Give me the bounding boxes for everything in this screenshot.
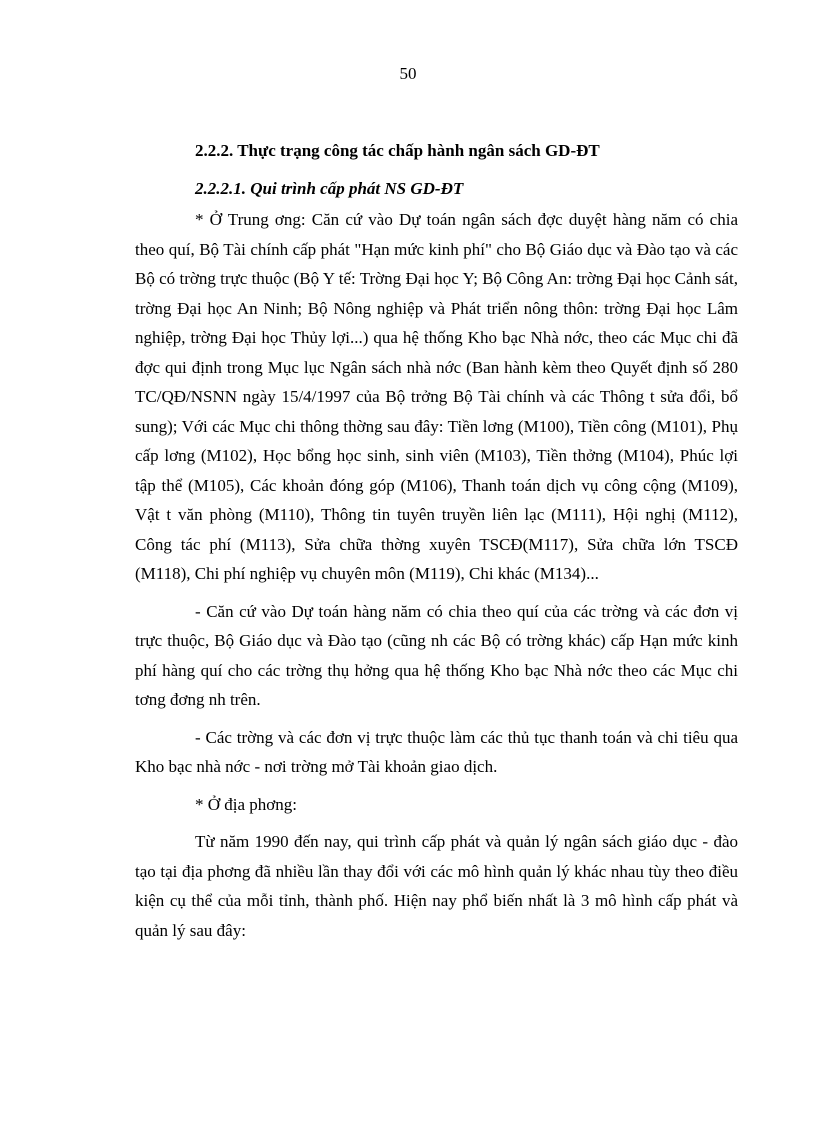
paragraph-local-level-heading: * Ở địa phơng: — [195, 794, 298, 814]
paragraph-ministry-allocation: - Căn cứ vào Dự toán hàng năm có chia theo quí của các trờng và các đơn vị trực thuộc, Bộ Giáo dục và Đào tạo (cũng nh các Bộ có trờng khác) cấp Hạn mức kinh phí hàng quí cho các trờng thụ hởng qua hệ thống Kho bạc Nhà nớc theo các Mục chi tơng đơng nh trên. — [135, 601, 738, 709]
paragraph-central-level: * Ở Trung ơng: Căn cứ vào Dự toán ngân sách đợc duyệt hàng năm có chia theo quí, Bộ Tài chính cấp phát "Hạn mức kinh phí" cho Bộ Giáo dục và Đào tạo và các Bộ có trờng trực thuộc (Bộ Y tế: Trờng Đại học Y; Bộ Công An: trờng Đại học Cảnh sát, trờng Đại học An Ninh; Bộ Nông nghiệp và Phát triển nông thôn: trờng Đại học Lâm nghiệp, trờng Đại học Thủy lợi...) qua hệ thống Kho bạc Nhà nớc, theo các Mục chi đã đợc qui định trong Mục lục Ngân sách nhà nớc (Ban hành kèm theo Quyết định số 280 TC/QĐ/NSNN ngày 15/4/1997 của Bộ trởng Bộ Tài chính và các Thông t sửa đổi, bổ sung); Với các Mục chi thông thờng sau đây: Tiền lơng (M100), Tiền công (M101), Phụ cấp lơng (M102), Học bổng học sinh, sinh viên (M103), Tiền thởng (M104), Phúc lợi tập thể (M105), Các khoản đóng góp (M106), Thanh toán dịch vụ công cộng (M109), Vật t văn phòng (M110), Thông tin tuyên truyền liên lạc (M111), Hội nghị (M112), Công tác phí (M113), Sửa chữa thờng xuyên TSCĐ(M117), Sửa chữa lớn TSCĐ (M118), Chi phí nghiệp vụ chuyên môn (M119), Chi khác (M134)... — [135, 210, 738, 583]
subsection-heading: 2.2.2.1. Qui trình cấp phát NS GD-ĐT — [195, 178, 464, 198]
document-body — [135, 136, 738, 945]
paragraph-local-models: Từ năm 1990 đến nay, qui trình cấp phát và quản lý ngân sách giáo dục - đào tạo tại địa phơng đã nhiều lần thay đổi với các mô hình quản lý khác nhau tùy theo điều kiện cụ thể của mỗi tỉnh, thành phố. Hiện nay phổ biến nhất là 3 mô hình cấp phát và quản lý sau đây: — [135, 832, 738, 940]
page-number: 50 — [399, 64, 417, 83]
section-heading: 2.2.2. Thực trạng công tác chấp hành ngân sách GD-ĐT — [195, 141, 600, 160]
paragraph-school-payment: - Các trờng và các đơn vị trực thuộc làm các thủ tục thanh toán và chi tiêu qua Kho bạc nhà nớc - nơi trờng mở Tài khoản giao dịch. — [135, 727, 738, 776]
